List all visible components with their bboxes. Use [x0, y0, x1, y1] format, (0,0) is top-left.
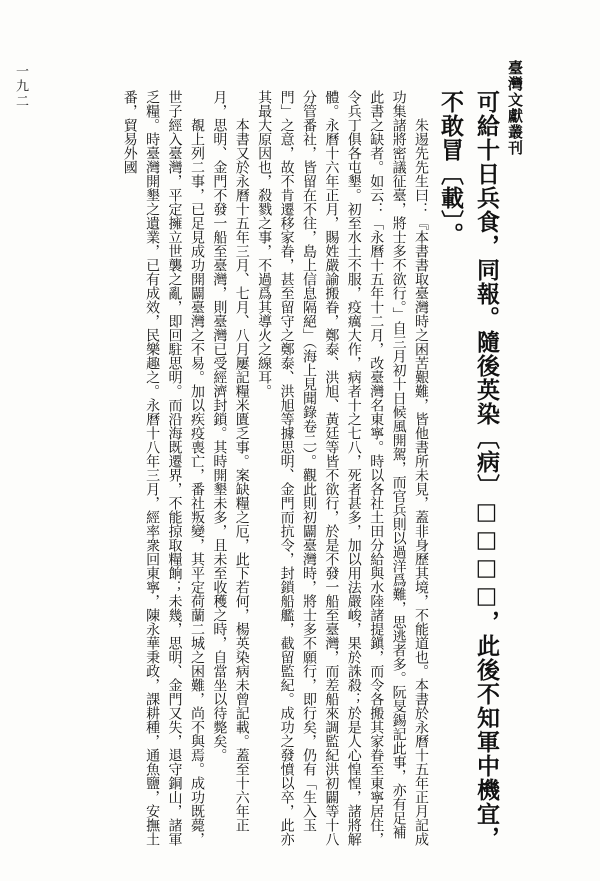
page-number: 一九二 — [13, 64, 28, 109]
paragraph-2: 本書又於永曆十五年三月、七月、八月屢記糧米匱乏事。案缺糧之厄，此下若何，楊英染病未曾記載。蓋至十六年正月，思明、金門不發一船至臺灣，則臺灣已受經濟封鎖。其時開墾未多，且未至收穫之時，自當坐以待斃矣。 — [211, 90, 250, 832]
paragraph-1: 朱逷先先生曰：『本書書取臺灣時之困苦艱難，皆他書所未見，蓋非身歷其境，不能道也。本書於永曆十五年正月記成功集諸將密議征臺，將士多不欲行。」自三月初十日候風開駕，而官兵則以過洋爲難，思逃者多。阮旻錫記此事，亦有足補此書之缺者。如云：「永曆十五年十二月，改臺灣名東寧。時以各社土田分給與水陸諸提鎭，而令各搬其家眷至東寧居住，令兵丁俱各屯墾。初至水土不服，疫癘大作，病者十之七八，死者甚多，加以用法嚴峻，果於誅殺；於是人心惶惶，諸將解體。永曆十六年正月，賜姓嚴諭搬眷，鄭泰、洪旭、黃廷等皆不欲行，於是不發一船至臺灣，而差船來調監紀洪初闢等十八分管番社，皆留在不往，島上信息隔絕」（海上見聞錄卷二）。觀此則初闢臺灣時，將士多不願行，即行矣，仍有「生入玉門」之意，故不肯遷移家眷，甚至留守之鄭泰、洪旭等據思明、金門而抗令，封鎖船艦，截留監紀。成功之發憤以卒，此亦其最大原因也，殺戮之事，不過爲其導火之線耳。 — [256, 90, 429, 846]
lead-line: 可給十日兵食，同報。隨後英染〔病〕□□□□，此後不知軍中機宜，不敢冒〔載〕。 — [437, 90, 500, 850]
paragraph-3: 覩上列二事，已足見成功開闢臺灣之不易。加以疾疫喪亡，番社叛變，其平定荷蘭二城之困難，尚不與焉。成功既薨，世子經入臺灣，平定擁立世襲之亂，即回駐思明。而沿海既遷界，不能掠取糧餉；未幾，思明、金門又失，退守銅山，諸軍乏糧。時臺灣開墾之遺業，已有成效，民樂趣之。永曆十八年三月，經率衆回東寧，陳永華秉政，課耕種，通魚鹽，安撫土番，貿易外國 — [121, 90, 205, 846]
body-text — [54, 90, 504, 852]
series-title: 臺灣文獻叢刊 — [506, 60, 524, 156]
